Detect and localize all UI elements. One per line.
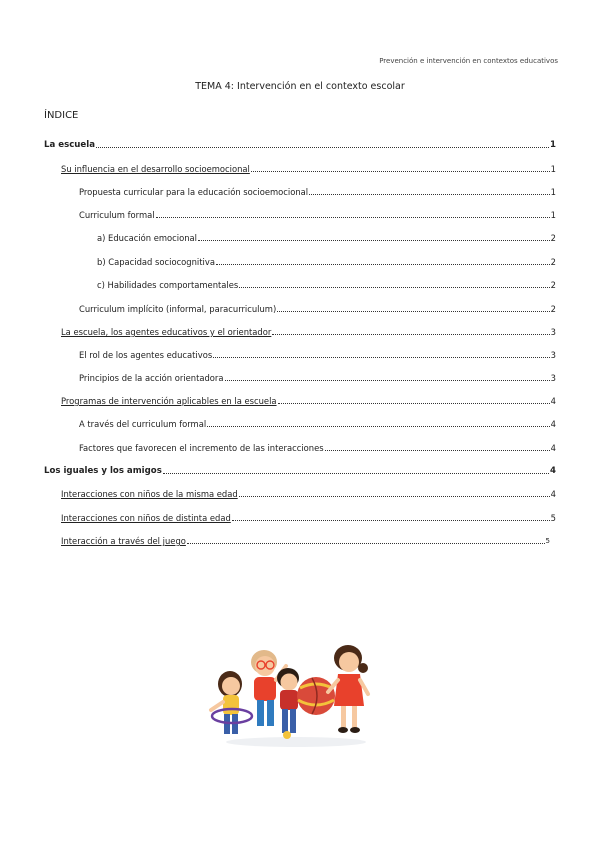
toc-entry-title: Propuesta curricular para la educación socioemocional xyxy=(79,187,309,197)
toc-entry[interactable] xyxy=(61,533,550,547)
kid-glasses-figure xyxy=(251,650,286,726)
toc-entry[interactable] xyxy=(97,254,556,268)
toc-entry[interactable] xyxy=(79,347,556,361)
toc-entry-page: 4 xyxy=(550,396,556,406)
leader-dots xyxy=(232,520,550,521)
toc-entry-title: La escuela, los agentes educativos y el orientador xyxy=(61,327,272,337)
toc-entry[interactable] xyxy=(44,463,556,477)
toc-entry-title: Curriculum implícito (informal, paracurriculum) xyxy=(79,304,277,314)
toc-entry[interactable] xyxy=(61,324,556,338)
toc-entry[interactable] xyxy=(97,277,556,291)
leader-dots xyxy=(325,450,550,451)
toc-entry-title: Factores que favorecen el incremento de las interacciones xyxy=(79,443,324,453)
toc-entry-title: Los iguales y los amigos xyxy=(44,466,162,476)
toc-entry-page: 1 xyxy=(550,187,556,197)
toc-entry[interactable] xyxy=(79,301,556,315)
toc-entry-page: 4 xyxy=(550,466,556,476)
leader-dots xyxy=(251,171,550,172)
toc-entry[interactable] xyxy=(79,207,556,221)
leader-dots xyxy=(239,287,549,288)
toc-entry[interactable] xyxy=(79,440,556,454)
leader-dots xyxy=(163,473,549,474)
leader-dots xyxy=(156,217,550,218)
toc-entry[interactable] xyxy=(97,230,556,244)
toc-entry[interactable] xyxy=(61,393,556,407)
toc-entry-page: 4 xyxy=(550,489,556,499)
toc-entry[interactable] xyxy=(79,370,556,384)
toc-entry-title: El rol de los agentes educativos xyxy=(79,350,213,360)
toc-entry-title: Interacción a través del juego xyxy=(61,536,186,546)
kids-playing-illustration xyxy=(208,640,388,750)
toc-entry-title: Programas de intervención aplicables en la escuela xyxy=(61,396,277,406)
leader-dots xyxy=(277,311,549,312)
leader-dots xyxy=(96,147,549,148)
leader-dots xyxy=(225,380,550,381)
toc-entry-title: Curriculum formal xyxy=(79,210,155,220)
toc-entry-page: 4 xyxy=(550,443,556,453)
toc-entry[interactable] xyxy=(44,137,556,151)
toc-entry[interactable] xyxy=(61,161,556,175)
running-header: Prevención e intervención en contextos educativos xyxy=(379,57,558,65)
leader-dots xyxy=(198,240,550,241)
kid-girl-figure xyxy=(328,645,368,733)
toc-entry-title: Su influencia en el desarrollo socioemocional xyxy=(61,164,250,174)
leader-dots xyxy=(187,543,545,544)
kid-left-figure xyxy=(211,671,252,734)
toc-entry[interactable] xyxy=(79,416,556,430)
toc-entry-page: 2 xyxy=(550,233,556,243)
toc-entry-title: c) Habilidades comportamentales xyxy=(97,280,239,290)
document-title: TEMA 4: Intervención en el contexto escolar xyxy=(195,81,405,92)
leader-dots xyxy=(207,426,549,427)
toc-entry-page: 2 xyxy=(550,280,556,290)
toc-entry-title: b) Capacidad sociocognitiva xyxy=(97,257,215,267)
leader-dots xyxy=(239,496,550,497)
toc-entry-page: 1 xyxy=(550,140,556,150)
toc-entry-page: 2 xyxy=(550,304,556,314)
leader-dots xyxy=(278,403,550,404)
leader-dots xyxy=(272,334,549,335)
ball-figure xyxy=(297,677,335,715)
toc-entry-title: La escuela xyxy=(44,140,95,150)
toc-entry-title: Interacciones con niños de la misma edad xyxy=(61,489,238,499)
toc-entry[interactable] xyxy=(79,184,556,198)
leader-dots xyxy=(213,357,549,358)
leader-dots xyxy=(216,264,550,265)
toc-entry-page: 1 xyxy=(550,164,556,174)
toc-entry-page: 2 xyxy=(550,257,556,267)
toc-entry-page: 3 xyxy=(550,373,556,383)
toc-entry-page: 3 xyxy=(550,327,556,337)
toc-entry-title: Interacciones con niños de distinta edad xyxy=(61,513,231,523)
kid-front-figure xyxy=(277,668,299,739)
toc-entry-page: 5 xyxy=(545,537,550,545)
toc-entry-page: 3 xyxy=(550,350,556,360)
toc-entry-page: 4 xyxy=(550,419,556,429)
toc-entry-title: A través del curriculum formal xyxy=(79,419,207,429)
toc-entry-page: 5 xyxy=(550,513,556,523)
index-heading: ÍNDICE xyxy=(44,110,79,121)
toc-entry[interactable] xyxy=(61,510,556,524)
toc-entry[interactable] xyxy=(61,486,556,500)
toc-entry-title: a) Educación emocional xyxy=(97,233,197,243)
leader-dots xyxy=(309,194,550,195)
toc-entry-page: 1 xyxy=(550,210,556,220)
toc-entry-title: Principios de la acción orientadora xyxy=(79,373,224,383)
